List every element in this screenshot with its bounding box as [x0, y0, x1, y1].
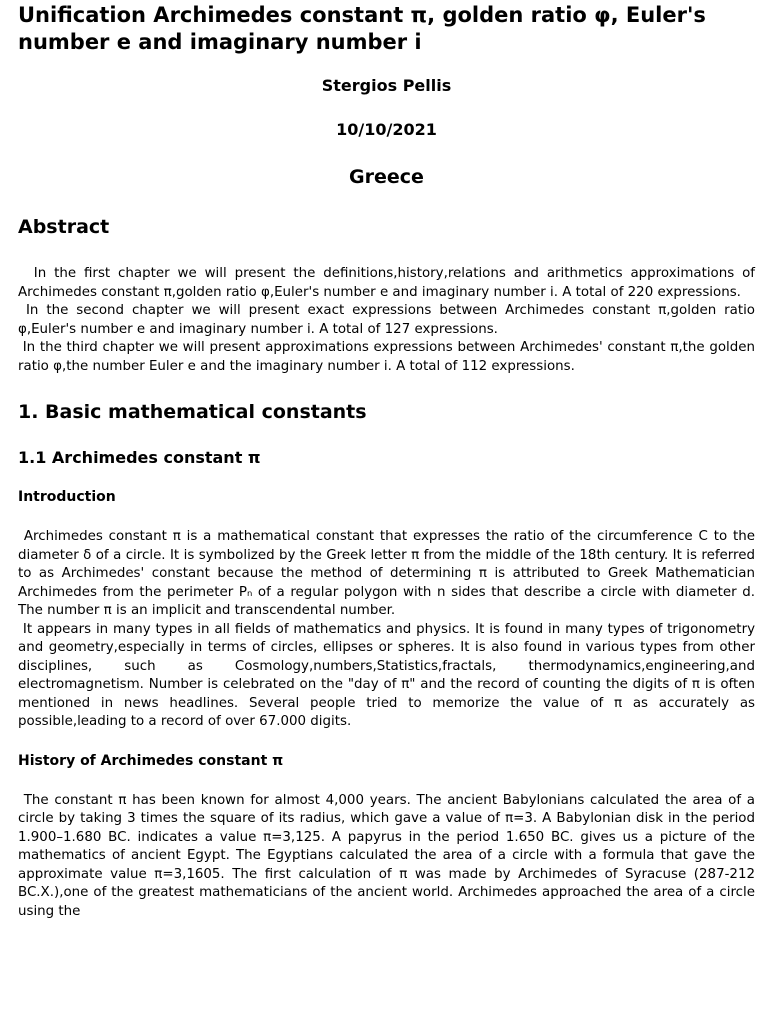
abstract-body — [18, 265, 760, 376]
abstract-heading: Abstract — [18, 216, 110, 238]
document-title: Unification Archimedes constant π, golden ratio φ, Euler's number e and imaginary number i — [18, 3, 706, 54]
publication-date: 10/10/2021 — [336, 120, 437, 139]
history-body — [18, 792, 760, 922]
history-paragraph: The constant π has been known for almost 4,000 years. The ancient Babylonians calculated the area of a circle by taking 3 times the square of its radius, which gave a value of π=3. A Babylonian disk in the period 1.900–1.680 BC. indicates a value π=3,125. A papyrus in the period 1.650 BC. gives us a picture of the mathematics of ancient Egypt. The Egyptians calculated the area of a circle with a formula that gave the approximate value π=3,1605. The first calculation of π was made by Archimedes of Syracuse (287-212 BC.X.),one of the greatest mathematicians of the ancient world. Archimedes approached the area of a circle using the — [18, 792, 760, 919]
author-name: Stergios Pellis — [321, 76, 452, 95]
subsection-heading: 1.1 Archimedes constant π — [18, 448, 261, 467]
author-country: Greece — [349, 166, 424, 188]
abstract-paragraph: In the second chapter we will present exact expressions between Archimedes constant π,golden ratio φ,Euler's number e and imaginary number i. A total of 127 expressions. — [18, 303, 760, 337]
document-page — [18, 0, 760, 921]
introduction-heading: Introduction — [18, 489, 116, 505]
abstract-paragraph: In the first chapter we will present the definitions,history,relations and arithmetics approximations of Archimedes constant π,golden ratio φ,Euler's number e and imaginary number i. A total of 220 expressions. — [18, 266, 760, 300]
introduction-paragraph: It appears in many types in all fields of mathematics and physics. It is found in many types of trigonometry and geometry,especially in terms of circles, ellipses or spheres. It is also found in various types from other disciplines, such as Cosmology,numbers,Statistics,fractals, thermodynamics,engineering,and electromagnetism. Number is celebrated on the "day of π" and the record of counting the digits of π is often mentioned in news headlines. Several people tried to memorize the value of π as accurately as possible,leading to a record of over 67.000 digits. — [18, 621, 760, 729]
abstract-paragraph: In the third chapter we will present approximations expressions between Archimedes' constant π,the golden ratio φ,the number Euler e and the imaginary number i. A total of 112 expressions. — [18, 340, 760, 374]
introduction-paragraph: Archimedes constant π is a mathematical constant that expresses the ratio of the circumference C to the diameter δ of a circle. It is symbolized by the Greek letter π from the middle of the 18th century. It is referred to as Archimedes' constant because the method of determining π is attributed to Greek Mathematician Archimedes from the perimeter Pₙ of a regular polygon with n sides that describe a circle with diameter d. The number π is an implicit and transcendental number. — [18, 529, 760, 618]
history-heading: History of Archimedes constant π — [18, 752, 284, 769]
introduction-body — [18, 528, 760, 732]
section-heading: 1. Basic mathematical constants — [18, 401, 367, 423]
